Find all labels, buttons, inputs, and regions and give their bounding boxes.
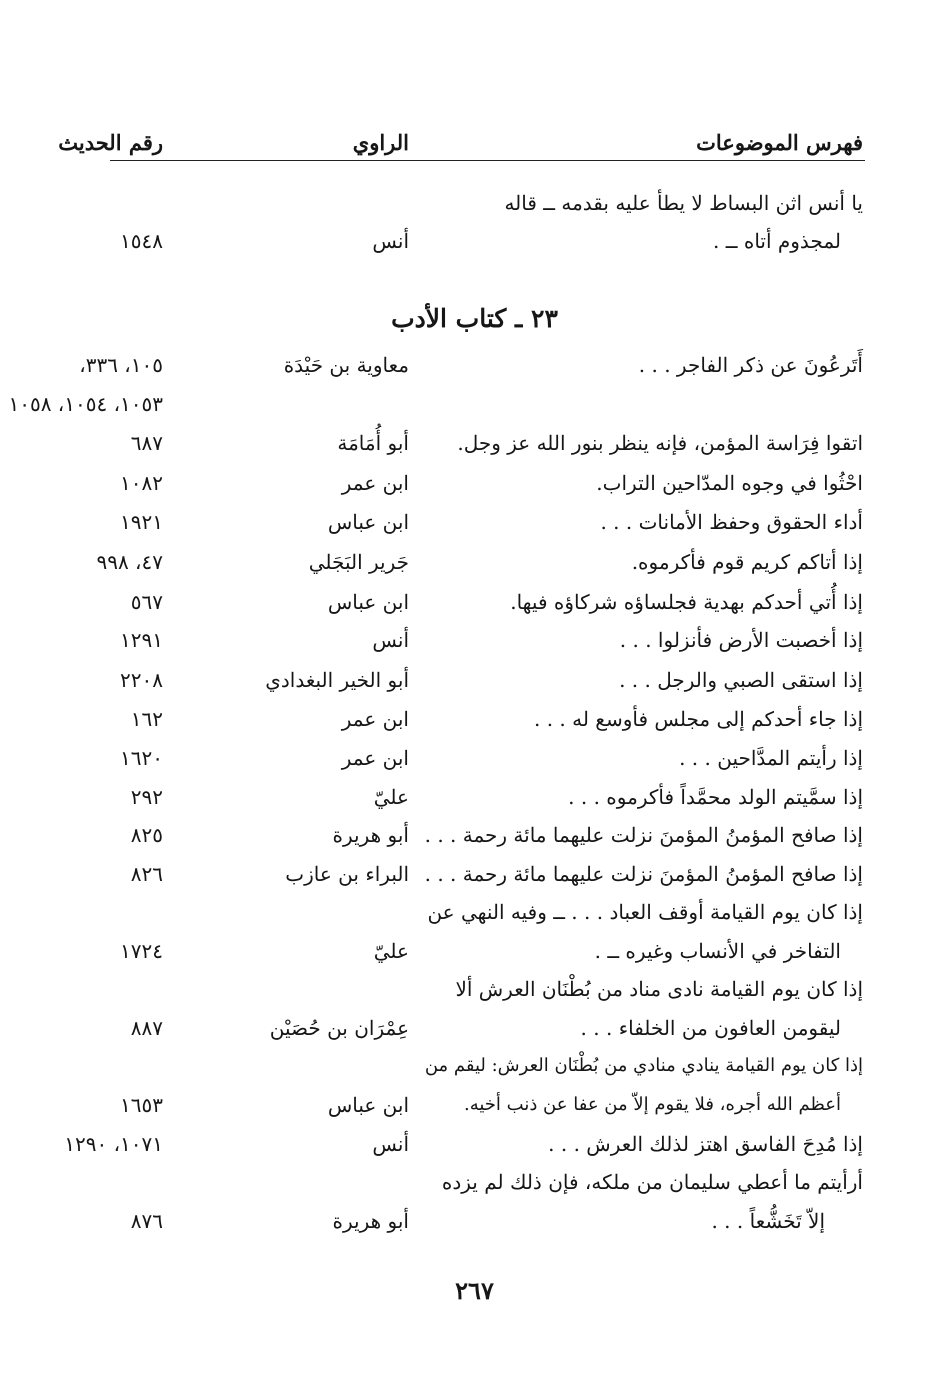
entry-narrator: ابن عباس: [327, 510, 409, 534]
entry-narrator: عِمْرَان بن حُصَيْن: [269, 1016, 409, 1040]
entry-number: ٢٢٠٨: [120, 668, 163, 692]
entry-text-line1: إذا كان يوم القيامة ينادي منادي من بُطْنَان العرش: ليقم من: [424, 1055, 863, 1076]
entry-number: ٨٧٦: [130, 1209, 163, 1233]
entry-number: ١٢٩١: [120, 628, 163, 652]
header-narrator-label: الراوي: [352, 130, 409, 155]
entry-text: إذا رأيتم المدَّاحين . . .: [679, 746, 863, 770]
entry-narrator: أنس: [372, 628, 409, 652]
entry-text: إذا صافح المؤمنُ المؤمنَ نزلت عليهما مائة رحمة . . .: [424, 862, 863, 886]
entry-narrator: أنس: [372, 1132, 409, 1156]
entry-number-continued: ١٠٥٣، ١٠٥٤، ١٠٥٨: [8, 392, 163, 416]
prev-entry-number: ١٥٤٨: [120, 229, 163, 253]
header-subject-label: فهرس الموضوعات: [696, 130, 863, 155]
entry-number: ١٧٢٤: [120, 939, 163, 963]
entry-text-line2: ليقومن العافون من الخلفاء . . .: [580, 1016, 841, 1040]
entry-narrator: عليّ: [373, 785, 409, 809]
entry-text: إذا جاء أحدكم إلى مجلس فأوسع له . . .: [533, 707, 863, 731]
entry-number: ١٠٥، ٣٣٦،: [79, 353, 163, 377]
entry-narrator: عليّ: [373, 939, 409, 963]
entry-text: إذا مُدِحَ الفاسق اهتز لذلك العرش . . .: [548, 1132, 863, 1156]
entry-narrator: أبو هريرة: [332, 1209, 409, 1233]
entry-narrator: معاوية بن حَيْدَة: [283, 353, 409, 377]
entry-text: احْثُوا في وجوه المدّاحين التراب.: [596, 471, 863, 495]
entry-text-line1: إذا كان يوم القيامة أوقف العباد . . . ــ وفيه النهي عن: [427, 900, 863, 924]
entry-text: إذا أخصبت الأرض فأنزلوا . . .: [619, 628, 863, 652]
entry-text: إذا أتاكم كريم قوم فأكرموه.: [631, 550, 863, 574]
entry-text-line1: إذا كان يوم القيامة نادى مناد من بُطْنَان العرش ألا: [455, 977, 863, 1001]
prev-entry-line1: يا أنس اثن البساط لا يطأ عليه بقدمه ــ قاله: [504, 191, 863, 215]
entry-number: ١٦٥٣: [120, 1093, 163, 1117]
entry-number: ١٩٢١: [120, 510, 163, 534]
entry-narrator: أبو هريرة: [332, 823, 409, 847]
entry-number: ٨٨٧: [130, 1016, 163, 1040]
entry-text: أداء الحقوق وحفظ الأمانات . . .: [600, 510, 863, 534]
entry-text-line2: إلاّ تَخَشُّعاً . . .: [711, 1209, 825, 1233]
entry-narrator: جَرير البَجَلي: [308, 550, 409, 574]
entry-narrator: أبو أُمَامَة: [337, 431, 409, 455]
entry-text-line1: أرأيتم ما أعطي سليمان من ملكه، فإن ذلك لم يزده: [441, 1170, 863, 1194]
entry-narrator: ابن عمر: [341, 707, 409, 731]
entry-number: ٤٧، ٩٩٨: [96, 550, 163, 574]
prev-entry-line2: لمجذوم أتاه ــ .: [713, 229, 841, 253]
entry-text: أَتَرعُونَ عن ذكر الفاجر . . .: [638, 353, 863, 377]
entry-number: ٨٢٦: [130, 862, 163, 886]
entry-number: ٦٨٧: [130, 431, 163, 455]
entry-narrator: ابن عمر: [341, 471, 409, 495]
entry-narrator: ابن عباس: [327, 590, 409, 614]
header-number-label: رقم الحديث: [58, 130, 163, 155]
entry-text-line2: التفاخر في الأنساب وغيره ــ .: [594, 939, 841, 963]
entry-text: إذا أُتي أحدكم بهدية فجلساؤه شركاؤه فيها.: [510, 590, 863, 614]
entry-number: ١٠٧١، ١٢٩٠: [64, 1132, 163, 1156]
entry-number: ١٦٢: [130, 707, 163, 731]
entry-number: ٢٩٢: [130, 785, 163, 809]
entry-narrator: البراء بن عازب: [285, 862, 409, 886]
entry-text: اتقوا فِرَاسة المؤمن، فإنه ينظر بنور الله عز وجل.: [457, 431, 863, 455]
entry-number: ٨٢٥: [130, 823, 163, 847]
entry-number: ١٠٨٢: [120, 471, 163, 495]
entry-text: إذا سمَّيتم الولد محمَّداً فأكرموه . . .: [568, 785, 863, 809]
entry-narrator: ابن عمر: [341, 746, 409, 770]
entry-number: ٥٦٧: [130, 590, 163, 614]
entry-narrator: أبو الخير البغدادي: [265, 668, 409, 692]
section-title: ٢٣ ـ كتاب الأدب: [391, 304, 558, 333]
entry-text-line2: أعظم الله أجره، فلا يقوم إلاّ من عفا عن ذنب أخيه.: [463, 1094, 841, 1115]
page-number: ٢٦٧: [455, 1276, 494, 1305]
entry-text: إذا صافح المؤمنُ المؤمنَ نزلت عليهما مائة رحمة . . .: [424, 823, 863, 847]
entry-text: إذا استقى الصبي والرجل . . .: [619, 668, 863, 692]
entry-narrator: ابن عباس: [327, 1093, 409, 1117]
prev-entry-narrator: أنس: [372, 229, 409, 253]
header-divider: [110, 160, 865, 161]
entry-number: ١٦٢٠: [120, 746, 163, 770]
